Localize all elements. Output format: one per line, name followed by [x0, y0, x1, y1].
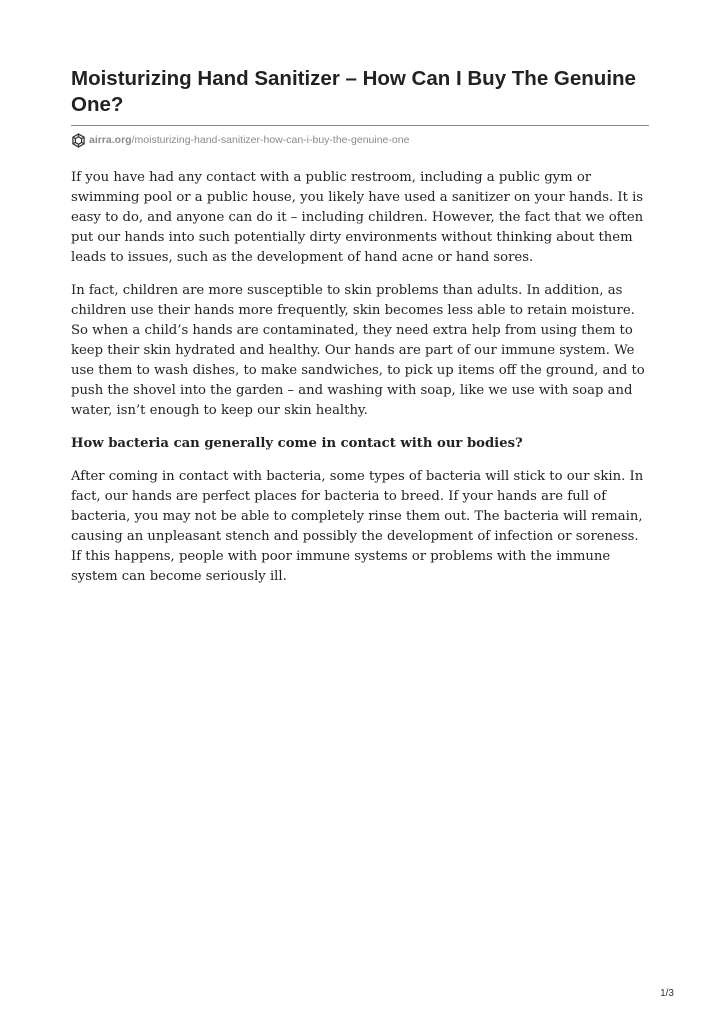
paragraph-3: After coming in contact with bacteria, some types of bacteria will stick to our skin. In fact, our hands are perfect places for bacteria to breed. If your hands are full of bacteria, you may not be able to completely rinse them out. The bacteria will remain, causing an unpleasant stench and possibly the development of infection or soreness. If this happens, people with poor immune systems or problems with the immune system can become seriously ill.	[71, 469, 644, 584]
site-logo-icon	[71, 133, 86, 148]
title-divider	[71, 125, 649, 126]
article-title: Moisturizing Hand Sanitizer – How Can I Buy The Genuine One?	[71, 67, 636, 116]
page-number: 1/3	[660, 988, 674, 999]
source-path-link[interactable]: /moisturizing-hand-sanitizer-how-can-i-buy-the-genuine-one	[131, 134, 410, 146]
paragraph-1: If you have had any contact with a public restroom, including a public gym or swimming pool or a public house, you likely have used a sanitizer on your hands. It is easy to do, and anyone can do it – including children. However, the fact that we often put our hands into such potentially dirty environments without thinking about them leads to issues, such as the development of hand acne or hand sores.	[71, 170, 644, 265]
document-page	[71, 66, 649, 600]
article-body	[71, 168, 649, 587]
section-heading: How bacteria can generally come in contact with our bodies?	[71, 436, 523, 451]
paragraph-2: In fact, children are more susceptible to skin problems than adults. In addition, as children use their hands more frequently, skin becomes less able to retain moisture. So when a child’s hands are contaminated, they need extra help from using them to keep their skin hydrated and healthy. Our hands are part of our immune system. We use them to wash dishes, to make sandwiches, to pick up items off the ground, and to push the shovel into the garden – and washing with soap, like we use with soap and water, isn’t enough to keep our skin healthy.	[71, 283, 645, 418]
source-line	[71, 132, 649, 148]
source-domain-link[interactable]: airra.org	[89, 134, 132, 146]
